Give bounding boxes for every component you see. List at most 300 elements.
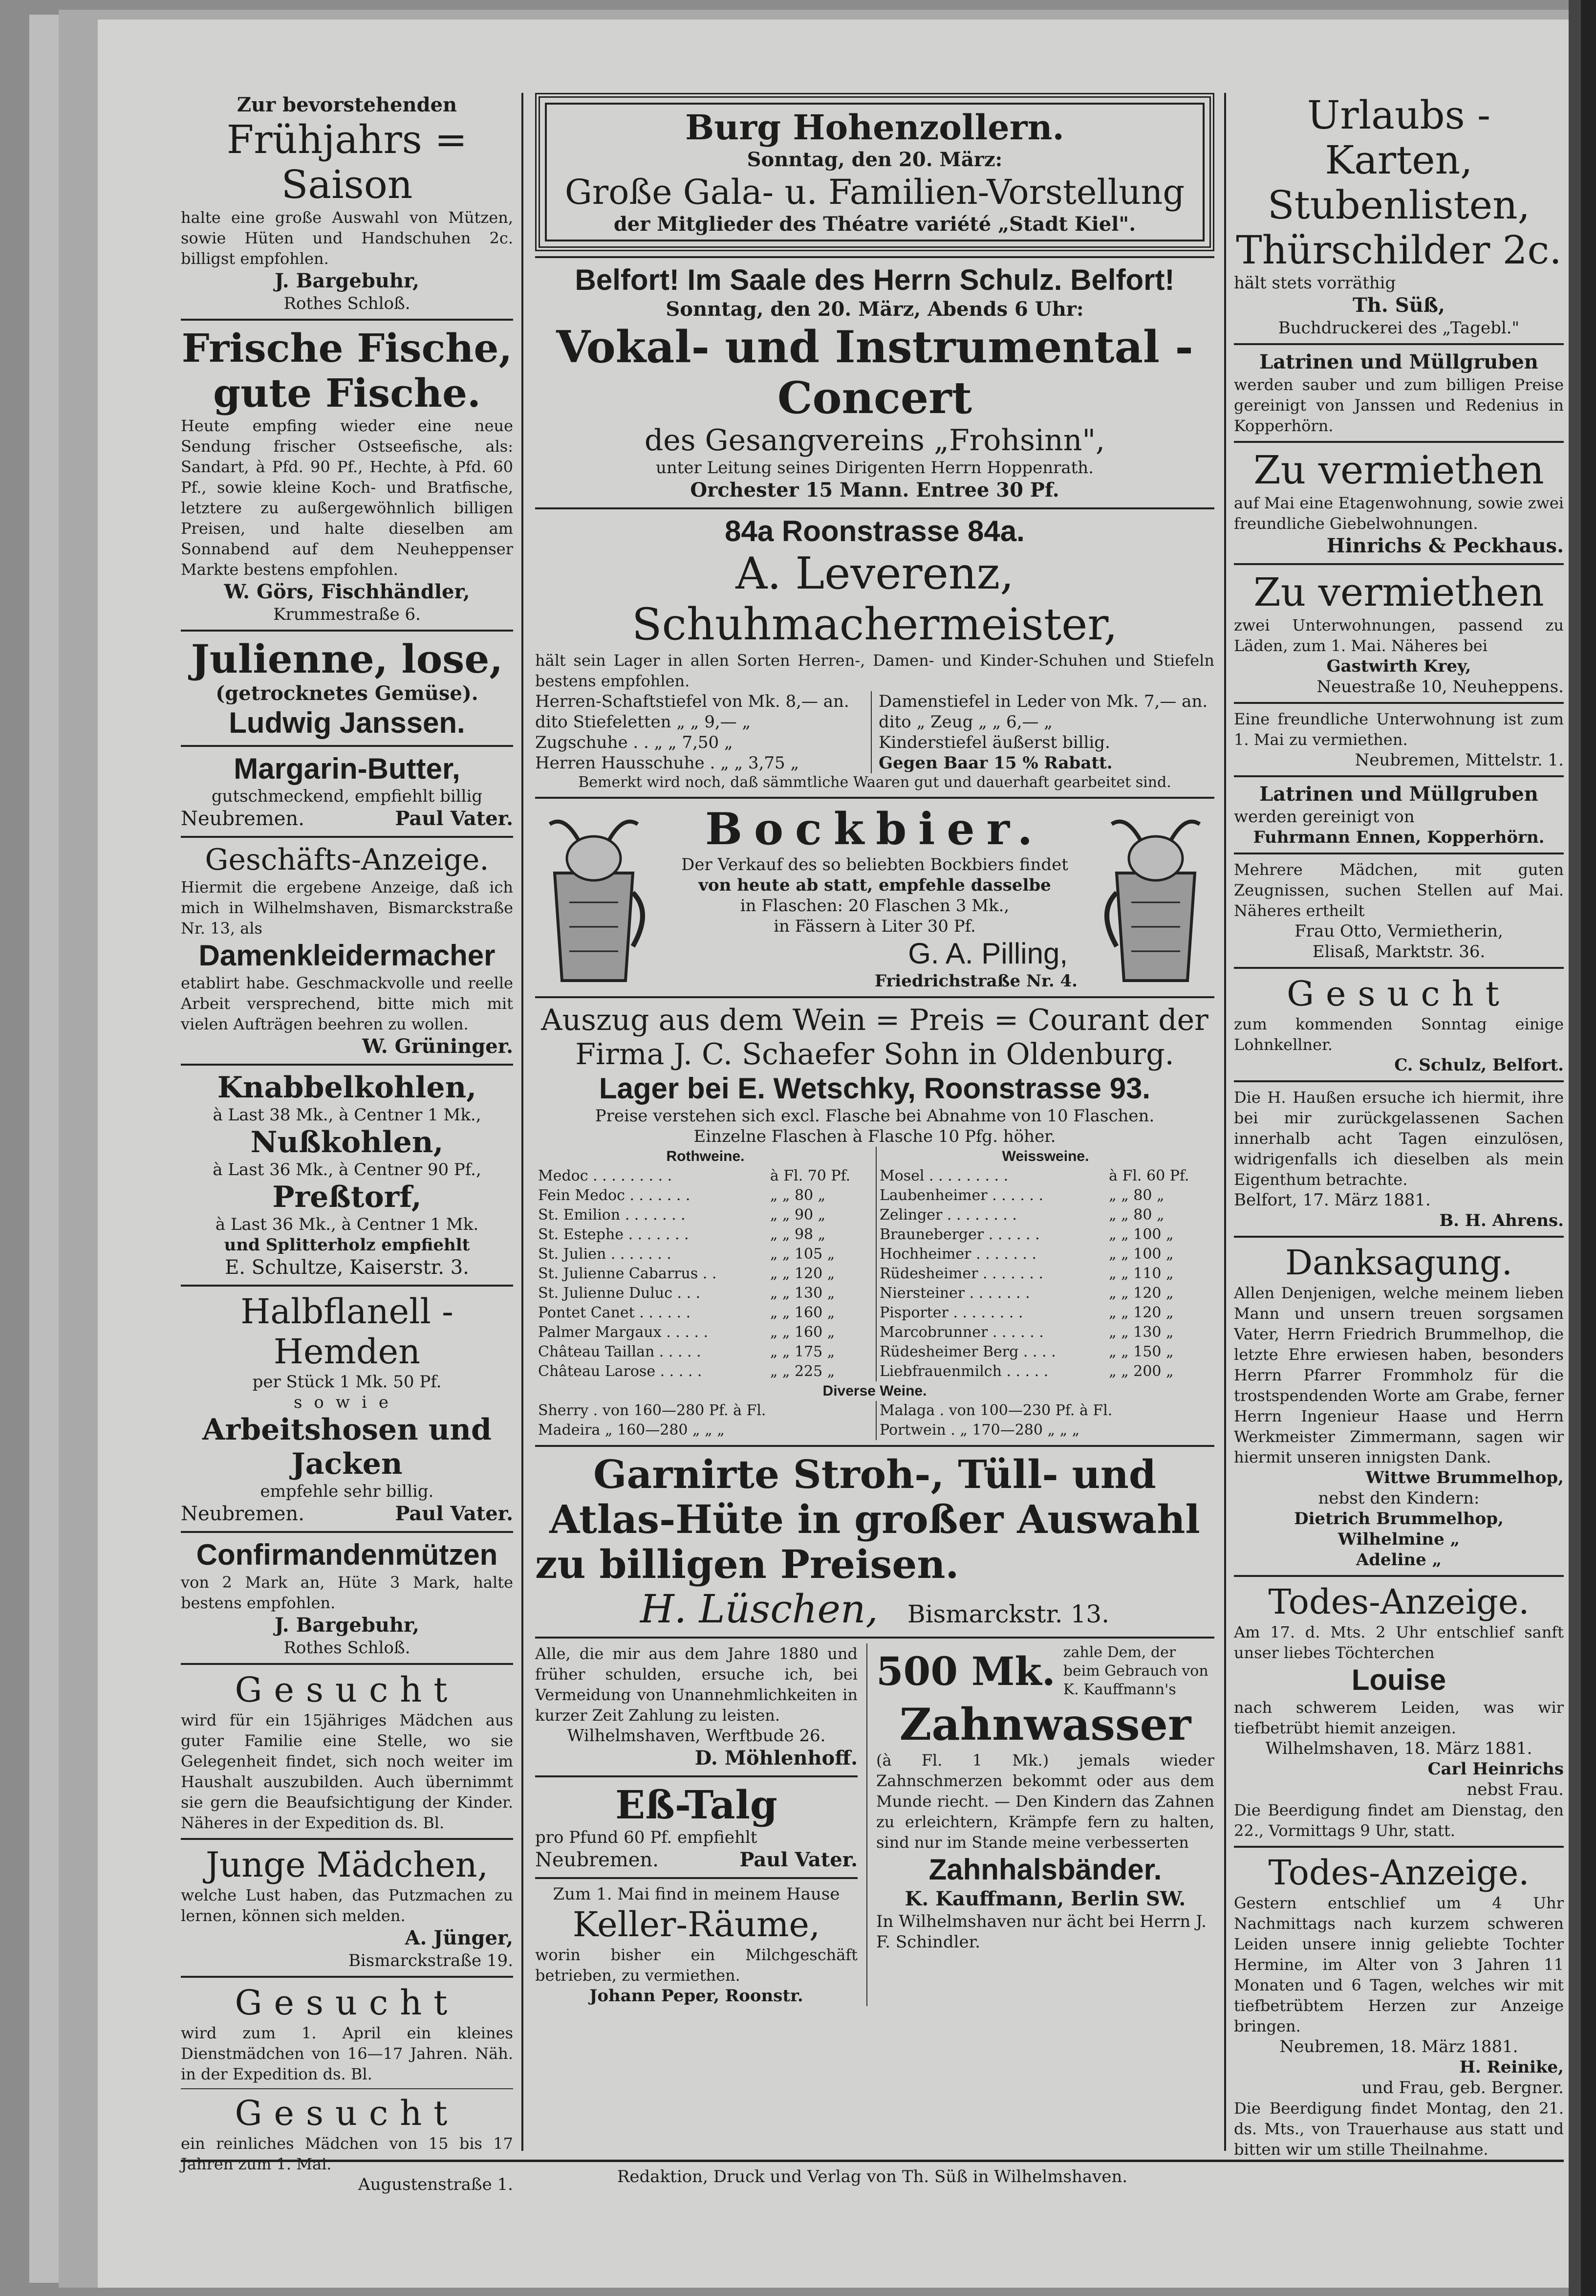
ad-headline: Geschäfts-Anzeige. [205, 843, 489, 877]
ad-signature: A. Jünger, [405, 1926, 513, 1949]
ad-address: Neuestraße 10, Neuheppens. [1316, 677, 1564, 697]
ad-address: Elisaß, Marktstr. 36. [1312, 942, 1486, 962]
ad-moehlenhoff [535, 1643, 858, 1771]
column-rule [1224, 93, 1226, 2151]
wine-table [535, 1147, 1214, 1440]
ad-signature: Hinrichs & Peckhaus. [1326, 534, 1564, 557]
table-row [535, 1303, 1214, 1323]
ad-headline: Latrinen und Müllgruben [1259, 350, 1538, 373]
ad-address: Augustenstraße 1. [358, 2175, 513, 2194]
table-cell: „ „ 225 „ [770, 1363, 835, 1380]
table-cell: Liebfrauenmilch . . . . . [876, 1362, 1106, 1381]
ad-maedchen [1234, 859, 1564, 962]
ad-signature: Fuhrmann Ennen, Kopperhörn. [1253, 828, 1545, 847]
ad-signature: J. Bargebuhr, [274, 269, 420, 292]
ad-fische [181, 326, 513, 625]
ad-leverenz [535, 514, 1214, 792]
ad-headline: Belfort! Im Saale des Herrn Schulz. Belfort! [575, 263, 1175, 296]
ad-fruehjahrs [181, 93, 513, 314]
ad-headline: Eß-Talg [615, 1782, 777, 1828]
divider [1234, 343, 1564, 345]
ad-headline: Keller-Räume, [572, 1904, 820, 1945]
ad-body: wird für ein 15jähriges Mädchen aus guter Familie eine Stelle, wo sie Gelegenheit findet, sich noch weiter im Haushalt auszubilden. Auch übernimmt sie gern die Beaufsichtigung der Kinder. Näheres in der Expedition ds. Bl. [181, 1711, 513, 1832]
ad-line: In Wilhelmshaven nur ächt bei Herrn J. F. Schindler. [876, 1912, 1207, 1952]
ad-body: von 2 Mark an, Hüte 3 Mark, halte bestens empfohlen. [181, 1573, 513, 1612]
table-cell: Marcobrunner . . . . . . [876, 1323, 1106, 1342]
ad-body: worin bisher ein Milchgeschäft betrieben, zu vermiethen. [535, 1946, 858, 1985]
ad-todes-1 [1234, 1582, 1564, 1841]
ad-body: auf Mai eine Etagenwohnung, sowie zwei freundliche Giebelwohnungen. [1234, 494, 1564, 533]
ad-line: nebst Frau. [1467, 1780, 1564, 1799]
wine-rows [535, 1166, 1214, 1381]
ad-geschaefts [181, 843, 513, 1059]
price-list [535, 691, 1214, 773]
ad-line: (getrocknetes Gemüse). [216, 682, 478, 705]
ad-headline: Gesucht [235, 1670, 459, 1710]
ad-signature: W. Görs, Fischhändler, [224, 580, 470, 603]
ad-place: Neubremen. [181, 1503, 304, 1525]
divider [1234, 441, 1564, 443]
ad-line: zahle Dem, der beim Gebrauch von K. Kauffmann's [1063, 1644, 1208, 1698]
ad-headline: Garnirte Stroh-, Tüll- und [593, 1451, 1156, 1497]
table-cell: Sherry . von 160—280 Pf. à Fl. [538, 1402, 766, 1419]
table-cell: Niersteiner . . . . . . . [876, 1284, 1106, 1303]
ad-body: Gestern entschlief um 4 Uhr Nachmittags nach kurzem schweren Leiden unsere innig geliebte Tochter Hermine, im Alter von 3 Jahren 11 Monaten und 6 Tagen, welches wir mit tiefbetrübtem Herzen zur Anzeige bringen. [1234, 1894, 1564, 2035]
ad-signature: H. Lüschen, [640, 1586, 878, 1632]
ad-line: hält stets vorräthig [1234, 273, 1396, 293]
ad-headline: Margarin-Butter, [234, 752, 460, 785]
ad-body: wird zum 1. April ein kleines Dienstmädchen von 16—17 Jahren. Näh. in der Expedition ds. Bl. [181, 2024, 513, 2083]
table-row [535, 1421, 1214, 1440]
ad-hemden [181, 1291, 513, 1526]
ad-headline: Große Gala- u. Familien-Vorstellung [564, 172, 1185, 212]
ad-line: pro Pfund 60 Pf. empfiehlt [535, 1828, 757, 1847]
ad-signature: Frau Otto, Vermietherin, [1294, 921, 1503, 941]
ad-headline: Zu vermiethen [1253, 569, 1544, 615]
ad-body: ein reinliches Mädchen von 15 bis 17 Jahren zum 1. Mai. [181, 2134, 513, 2173]
ad-kohlen [181, 1071, 513, 1280]
ad-signature: C. Schulz, Belfort. [1394, 1055, 1564, 1075]
table-heading: Weissweine. [876, 1147, 1214, 1166]
ad-bockbier [535, 804, 1214, 991]
ad-line: und Splitterholz empfiehlt [224, 1235, 470, 1255]
table-cell: Château Larose . . . . . [538, 1363, 702, 1380]
divider [1234, 1080, 1564, 1082]
column-left [181, 93, 513, 2195]
ad-line: à Last 36 Mk., à Centner 90 Pf., [213, 1160, 481, 1180]
ad-address: Krummestraße 6. [273, 605, 421, 624]
divider [1234, 967, 1564, 969]
ad-body: Heute empfing wieder eine neue Sendung frischer Ostseefische, als: Sandart, à Pfd. 90 Pf., Hechte, à Pfd. 60 Pf., sowie kleine Koch- und Bratfische, letztere zu außergewöhnlich billigen Preisen, und halte dieselben am Sonnabend auf dem Neuheppenser Markte bestens empfohlen. [181, 416, 513, 579]
ad-line: sowie [293, 1393, 400, 1412]
ad-signature: D. Möhlenhoff. [694, 1747, 858, 1770]
ad-body: gutschmeckend, empfiehlt billig [211, 787, 483, 806]
ad-unterwohnung [1234, 709, 1564, 770]
divider [181, 836, 513, 838]
divider [1234, 853, 1564, 854]
ad-line: der Mitglieder des Théatre variété „Stadt Kiel". [613, 213, 1136, 236]
table-cell: „ „ 100 „ [1109, 1246, 1174, 1263]
ad-headline: Junge Mädchen, [206, 1845, 488, 1885]
ad-headline: Latrinen und Müllgruben [1259, 783, 1538, 806]
table-cell: Château Taillan . . . . . [538, 1343, 701, 1360]
table-cell: Malaga . von 100—230 Pf. à Fl. [876, 1401, 1214, 1421]
ad-headline: Damenkleidermacher [198, 939, 496, 972]
ad-line: à Last 36 Mk., à Centner 1 Mk. [215, 1215, 479, 1234]
divider [1234, 1846, 1564, 1848]
table-row [535, 1323, 1214, 1342]
table-row [535, 1225, 1214, 1245]
table-cell: „ „ 120 „ [1109, 1285, 1174, 1302]
ad-footer [535, 1587, 1214, 1632]
table-row [535, 1381, 1214, 1401]
ad-headline: Preßtorf, [272, 1180, 422, 1214]
ad-belfort-concert [535, 263, 1214, 503]
divider [181, 1663, 513, 1665]
bockbier-text [652, 804, 1097, 991]
column-center [535, 93, 1214, 2006]
table-cell: à Fl. 70 Pf. [770, 1167, 851, 1184]
ad-address: Bismarckstr. 13. [907, 1600, 1110, 1628]
ad-name: Wilhelmine „ [1337, 1530, 1460, 1549]
ad-line: nebst den Kindern: [1318, 1488, 1480, 1508]
price-row: Zugschuhe . . „ „ 7,50 „ [535, 733, 733, 752]
table-cell: „ „ 80 „ [1109, 1206, 1165, 1224]
ad-body: Am 17. d. Mts. 2 Uhr entschlief sanft unser liebes Töchterchen [1234, 1623, 1564, 1662]
ad-line: Sonntag, den 20. März: [747, 148, 1003, 171]
divider [181, 1064, 513, 1066]
ad-headline: A. Leverenz, Schuhmachermeister, [631, 548, 1118, 650]
ad-name: Adeline „ [1356, 1550, 1442, 1570]
ad-signature: J. Bargebuhr, [274, 1614, 420, 1637]
ad-body: Die H. Haußen ersuche ich hiermit, ihre bei mir zurückgelassenen Sachen innerhalb acht Tagen einzulösen, widrigenfalls ich dieselben als mein Eigenthum betrachte. [1234, 1088, 1564, 1189]
table-cell: Rüdesheimer Berg . . . . [876, 1342, 1106, 1362]
ad-headline: Zahnwasser [899, 1699, 1191, 1750]
ad-headline: gute Fische. [213, 370, 481, 416]
ad-address: Rothes Schloß. [283, 294, 410, 313]
ad-body: nach schwerem Leiden, was wir tiefbetrübt hiemit anzeigen. [1234, 1698, 1564, 1737]
ad-signature: G. A. Pilling, [908, 937, 1068, 970]
price-row: dito Stiefeletten „ „ 9,— „ [535, 712, 751, 732]
ad-body: Eine freundliche Unterwohnung ist zum 1. Mai zu vermiethen. [1234, 710, 1564, 749]
price-list-right [871, 691, 1214, 773]
ad-line: Sonntag, den 20. März, Abends 6 Uhr: [666, 298, 1084, 321]
price-row: dito „ Zeug „ „ 6,— „ [879, 712, 1053, 732]
ad-line: Orchester 15 Mann. Entree 30 Pf. [690, 479, 1059, 502]
table-row [535, 1205, 1214, 1225]
table-row [535, 1166, 1214, 1186]
ad-gesucht-1 [181, 1670, 513, 1833]
ad-confirmanden [181, 1538, 513, 1658]
ad-name: Dietrich Brummelhop, [1294, 1509, 1504, 1529]
table-cell: „ „ 160 „ [770, 1304, 835, 1321]
table-cell: St. Julien . . . . . . . [538, 1246, 671, 1263]
ad-headline: Todes-Anzeige. [1268, 1853, 1530, 1893]
ad-body: halte eine große Auswahl von Mützen, sowie Hüten und Handschuhen 2c. billigst empfohlen. [181, 208, 513, 268]
price-row: Gegen Baar 15 % Rabatt. [879, 753, 1113, 773]
column-rule [521, 93, 523, 2151]
table-cell: St. Emilion . . . . . . . [538, 1206, 686, 1224]
divider [535, 256, 1214, 258]
table-cell: Palmer Margaux . . . . . [538, 1324, 709, 1341]
divider [535, 1775, 858, 1777]
ad-line: 84a Roonstrasse 84a. [725, 515, 1025, 547]
ad-headline: Julienne, lose, [191, 636, 503, 682]
ad-weinpreis [535, 1003, 1214, 1440]
table-cell: „ „ 120 „ [770, 1265, 835, 1282]
ad-zahnwasser [866, 1643, 1214, 2006]
table-cell: „ „ 90 „ [770, 1206, 826, 1224]
table-cell: Mosel . . . . . . . . . [876, 1166, 1106, 1186]
bottom-ads-left [535, 1643, 866, 2006]
ad-signature: K. Kauffmann, Berlin SW. [905, 1887, 1186, 1910]
ad-gesucht-kellner [1234, 974, 1564, 1075]
table-cell: „ „ 98 „ [770, 1226, 826, 1243]
ad-signature: H. Reinike, [1459, 2057, 1564, 2077]
table-heading: Rothweine. [666, 1148, 745, 1164]
ad-line: à Last 38 Mk., à Centner 1 Mk., [213, 1105, 481, 1125]
ad-line: Zum 1. Mai find in meinem Hause [553, 1884, 840, 1904]
table-row [535, 1362, 1214, 1381]
price-row: Damenstiefel in Leder von Mk. 7,— an. [879, 692, 1208, 711]
ad-line: in Fässern à Liter 30 Pf. [774, 917, 976, 936]
ad-line: werden gereinigt von [1234, 807, 1415, 827]
table-cell: Zelinger . . . . . . . . [876, 1205, 1106, 1225]
ad-body: (à Fl. 1 Mk.) jemals wieder Zahnschmerzen bekommt oder aus dem Munde riecht. — Den Kindern das Zahnen zu erleichtern, Krämpfe fern zu halten, sind nur im Stande meine verbesserten [876, 1751, 1214, 1852]
divider [535, 1877, 858, 1879]
ad-todes-2 [1234, 1853, 1564, 2160]
divider [535, 797, 1214, 799]
ad-headline: Danksagung. [1285, 1243, 1513, 1283]
ad-headline: Bockbier. [705, 803, 1045, 855]
ad-esstalg [535, 1782, 858, 1872]
ad-headline: Todes-Anzeige. [1268, 1582, 1530, 1622]
ad-headline: Thürschilder 2c. [1236, 227, 1562, 273]
table-cell: „ „ 160 „ [770, 1324, 835, 1341]
divider [181, 1976, 513, 1978]
ad-headline: Vokal- und Instrumental - Concert [556, 321, 1193, 424]
table-cell: Pisporter . . . . . . . . [876, 1303, 1106, 1323]
table-row [535, 1245, 1214, 1264]
ad-junge-maedchen [181, 1845, 513, 1971]
table-cell: à Fl. 60 Pf. [1109, 1167, 1189, 1184]
ad-body: hält sein Lager in allen Sorten Herren-, Damen- und Kinder-Schuhen und Stiefeln bestens empfohlen. [535, 651, 1214, 690]
ad-body: zwei Unterwohnungen, passend zu Läden, zum 1. Mai. Näheres bei [1234, 616, 1564, 655]
ad-place: Neubremen. [535, 1849, 659, 1871]
ad-haussen [1234, 1087, 1564, 1231]
table-cell: „ „ 105 „ [770, 1246, 835, 1263]
ad-line: unter Leitung seines Dirigenten Herrn Hoppenrath. [655, 458, 1094, 478]
price-row: Herren-Schaftstiefel von Mk. 8,— an. [535, 692, 849, 711]
table-cell: „ „ 110 „ [1109, 1265, 1174, 1282]
ad-headline: Nußkohlen, [250, 1125, 444, 1159]
ad-urlaubskarten [1234, 93, 1564, 338]
ad-address: Buchdruckerei des „Tagebl." [1278, 318, 1520, 338]
divider [1234, 1236, 1564, 1238]
ad-headline: Halbflanell - Hemden [240, 1291, 453, 1372]
ad-signature: Paul Vater. [395, 1502, 513, 1525]
ad-headline: Frische Fische, [181, 325, 513, 371]
ad-headline: Firma J. C. Schaefer Sohn in Oldenburg. [575, 1037, 1174, 1071]
ad-signature: Paul Vater. [739, 1848, 858, 1871]
ad-headline: Confirmandenmützen [196, 1538, 498, 1571]
ad-gesucht-2 [181, 1983, 513, 2084]
ad-signature: Paul Vater. [395, 807, 513, 830]
ad-headline: Burg Hohenzollern. [685, 107, 1064, 148]
ad-body: Mehrere Mädchen, mit guten Zeugnissen, suchen Stellen auf Mai. Näheres ertheilt [1234, 860, 1564, 920]
divider [181, 745, 513, 747]
table-cell: „ „ 130 „ [1109, 1324, 1174, 1341]
divider [181, 1838, 513, 1840]
divider [1234, 563, 1564, 565]
page-edge [1581, 0, 1596, 2296]
table-cell: „ „ 120 „ [1109, 1304, 1174, 1321]
ad-address: Friedrichstraße Nr. 4. [874, 971, 1078, 991]
table-cell: Portwein . „ 170—280 „ „ „ [876, 1421, 1214, 1440]
ad-signature: W. Grüninger. [362, 1035, 513, 1058]
ad-signature: Th. Süß, [1353, 294, 1445, 317]
ad-line: per Stück 1 Mk. 50 Pf. [252, 1372, 442, 1392]
ad-headline: 500 Mk. [876, 1648, 1056, 1694]
ad-body: Hiermit die ergebene Anzeige, daß ich mich in Wilhelmshaven, Bismarckstraße Nr. 13, als [181, 878, 513, 938]
table-row [535, 1186, 1214, 1205]
ad-keller [535, 1884, 858, 2006]
ad-line: Der Verkauf des so beliebten Bockbiers findet [681, 855, 1068, 875]
ad-julienne [181, 636, 513, 740]
ad-line: in Flaschen: 20 Flaschen 3 Mk., [740, 896, 1010, 916]
divider [535, 996, 1214, 998]
ad-line: Einzelne Flaschen à Flasche 10 Pfg. höher. [693, 1127, 1056, 1146]
ad-body: werden sauber und zum billigen Preise gereinigt von Janssen und Redenius in Kopperhörn. [1234, 375, 1564, 435]
table-cell: Rüdesheimer . . . . . . . [876, 1264, 1106, 1284]
ad-vermiethen-2 [1234, 570, 1564, 697]
table-cell: St. Julienne Cabarrus . . [538, 1265, 717, 1282]
ad-footnote: Bemerkt wird noch, daß sämmtliche Waaren gut und dauerhaft gearbeitet sind. [578, 774, 1171, 791]
ad-body: Die Beerdigung findet am Dienstag, den 22., Vormittags 9 Uhr, statt. [1234, 1801, 1564, 1840]
table-cell: „ „ 80 „ [770, 1187, 826, 1204]
table-cell: „ „ 200 „ [1109, 1363, 1174, 1380]
ad-headline: Zahnhalsbänder. [928, 1853, 1162, 1886]
table-cell: „ „ 130 „ [770, 1285, 835, 1302]
ad-signature: B. H. Ahrens. [1439, 1211, 1564, 1230]
table-cell: Brauneberger . . . . . . [876, 1225, 1106, 1245]
table-cell: Medoc . . . . . . . . . [538, 1167, 672, 1184]
table-header [535, 1147, 1214, 1166]
divider [535, 1445, 1214, 1447]
ad-footer [535, 1848, 858, 1872]
table-cell: St. Estephe . . . . . . . [538, 1226, 689, 1243]
ad-danksagung [1234, 1243, 1564, 1570]
table-cell: „ „ 100 „ [1109, 1226, 1174, 1243]
ad-signature: Ludwig Janssen. [229, 706, 465, 739]
ad-latrinen-2 [1234, 782, 1564, 848]
table-row [535, 1264, 1214, 1284]
table-cell: St. Julienne Duluc . . . [538, 1285, 701, 1302]
divider [1234, 775, 1564, 777]
ad-body: Alle, die mir aus dem Jahre 1880 und früher schulden, ersuche ich, bei Vermeidung von Unannehmlichkeiten in kurzer Zeit Zahlung zu leisten. [535, 1644, 858, 1725]
imprint: Redaktion, Druck und Verlag von Th. Süß in Wilhelmshaven. [617, 2167, 1128, 2187]
ad-body: zum kommenden Sonntag einige Lohnkellner. [1234, 1015, 1564, 1054]
ad-line: des Gesangvereins „Frohsinn", [644, 423, 1105, 458]
ad-burg-hohenzollern [535, 93, 1214, 251]
ad-headline: zu billigen Preisen. [535, 1541, 959, 1587]
goat-stein-illustration [535, 805, 652, 990]
ad-body: etablirt habe. Geschmackvolle und reelle Arbeit versprechend, bitte mich mit vielen Aufträgen beehren zu wollen. [181, 974, 513, 1033]
ad-line: empfehle sehr billig. [260, 1482, 434, 1501]
ad-address: Neubremen, Mittelstr. 1. [1355, 750, 1564, 770]
ad-vermiethen-1 [1234, 448, 1564, 558]
ad-headline: Louise [1351, 1663, 1446, 1696]
ad-line: Wilhelmshaven, 18. März 1881. [1265, 1739, 1532, 1758]
goat-stein-illustration [1097, 805, 1214, 990]
ad-headline: Knabbelkohlen, [217, 1071, 477, 1105]
ad-headline: Frühjahrs = Saison [226, 117, 468, 207]
divider [181, 630, 513, 632]
table-heading: Diverse Weine. [822, 1383, 927, 1399]
footer-rule [181, 2160, 1564, 2162]
ad-footer [181, 807, 513, 831]
price-row: Kinderstiefel äußerst billig. [879, 733, 1110, 752]
table-cell: Pontet Canet . . . . . . [538, 1304, 691, 1321]
ad-headline: Auszug aus dem Wein = Preis = Courant der [541, 1003, 1208, 1037]
zahn-head [876, 1643, 1214, 1699]
price-list-left [535, 691, 871, 773]
column-right [1234, 93, 1564, 2160]
ad-line: Belfort, 17. März 1881. [1234, 1190, 1431, 1210]
table-cell: Madeira „ 160—280 „ „ „ [538, 1421, 725, 1439]
table-cell: „ „ 80 „ [1109, 1187, 1165, 1204]
table-cell: Fein Medoc . . . . . . . [538, 1187, 690, 1204]
ad-body: Allen Denjenigen, welche meinem lieben Mann und unsern treuen sorgsamen Vater, Herrn Friedrich Brummelhop, die letzte Ehre erwiesen haben, besonders Herrn Pfarrer Frommholz für die trostspendenden Worte am Grabe, ferner Herrn Ingenieur Haase und Herrn Werkmeister Zimmermann, sagen wir hiermit unseren innigsten Dank. [1234, 1284, 1564, 1466]
ad-line: von heute ab statt, empfehle dasselbe [698, 875, 1051, 895]
ad-huete [535, 1452, 1214, 1632]
divider [535, 1637, 1214, 1639]
ad-headline: Gesucht [235, 2093, 459, 2133]
ad-footer [181, 1502, 513, 1526]
table-cell: Laubenheimer . . . . . . [876, 1186, 1106, 1205]
table-cell: „ „ 150 „ [1109, 1343, 1174, 1360]
ad-line: Zur bevorstehenden [237, 93, 457, 116]
ad-line: und Frau, geb. Bergner. [1361, 2078, 1564, 2098]
ad-signature: Gastwirth Krey, [1326, 656, 1471, 676]
price-row: Herren Hausschuhe . „ „ 3,75 „ [535, 753, 799, 773]
ad-headline: Stubenlisten, [1267, 182, 1531, 228]
ad-signature: Johann Peper, Roonstr. [589, 1986, 803, 2006]
divider [181, 2088, 513, 2089]
ad-headline: Urlaubs - Karten, [1307, 92, 1491, 183]
ad-headline: Arbeitshosen und Jacken [202, 1413, 492, 1481]
ad-headline: Gesucht [235, 1983, 459, 2023]
ad-signature: Carl Heinrichs [1427, 1759, 1564, 1779]
ad-margarin [181, 752, 513, 831]
bottom-ads [535, 1643, 1214, 2006]
ad-body: welche Lust haben, das Putzmachen zu lernen, können sich melden. [181, 1886, 513, 1925]
ad-address: Bismarckstraße 19. [348, 1951, 513, 1970]
ad-headline: Lager bei E. Wetschky, Roonstrasse 93. [599, 1072, 1151, 1105]
ad-address: Rothes Schloß. [283, 1638, 410, 1658]
table-row [535, 1342, 1214, 1362]
ad-signature: E. Schultze, Kaiserstr. 3. [225, 1256, 469, 1279]
divider [535, 507, 1214, 509]
ad-line: Preise verstehen sich excl. Flasche bei Abnahme von 10 Flaschen. [595, 1106, 1155, 1126]
ad-headline: Atlas-Hüte in großer Auswahl [549, 1496, 1200, 1542]
divider [181, 1531, 513, 1533]
ad-signature: Wittwe Brummelhop, [1365, 1468, 1564, 1487]
table-row [535, 1284, 1214, 1303]
ad-latrinen-1 [1234, 350, 1564, 436]
ad-headline: Gesucht [1287, 974, 1511, 1014]
divider [181, 1285, 513, 1287]
